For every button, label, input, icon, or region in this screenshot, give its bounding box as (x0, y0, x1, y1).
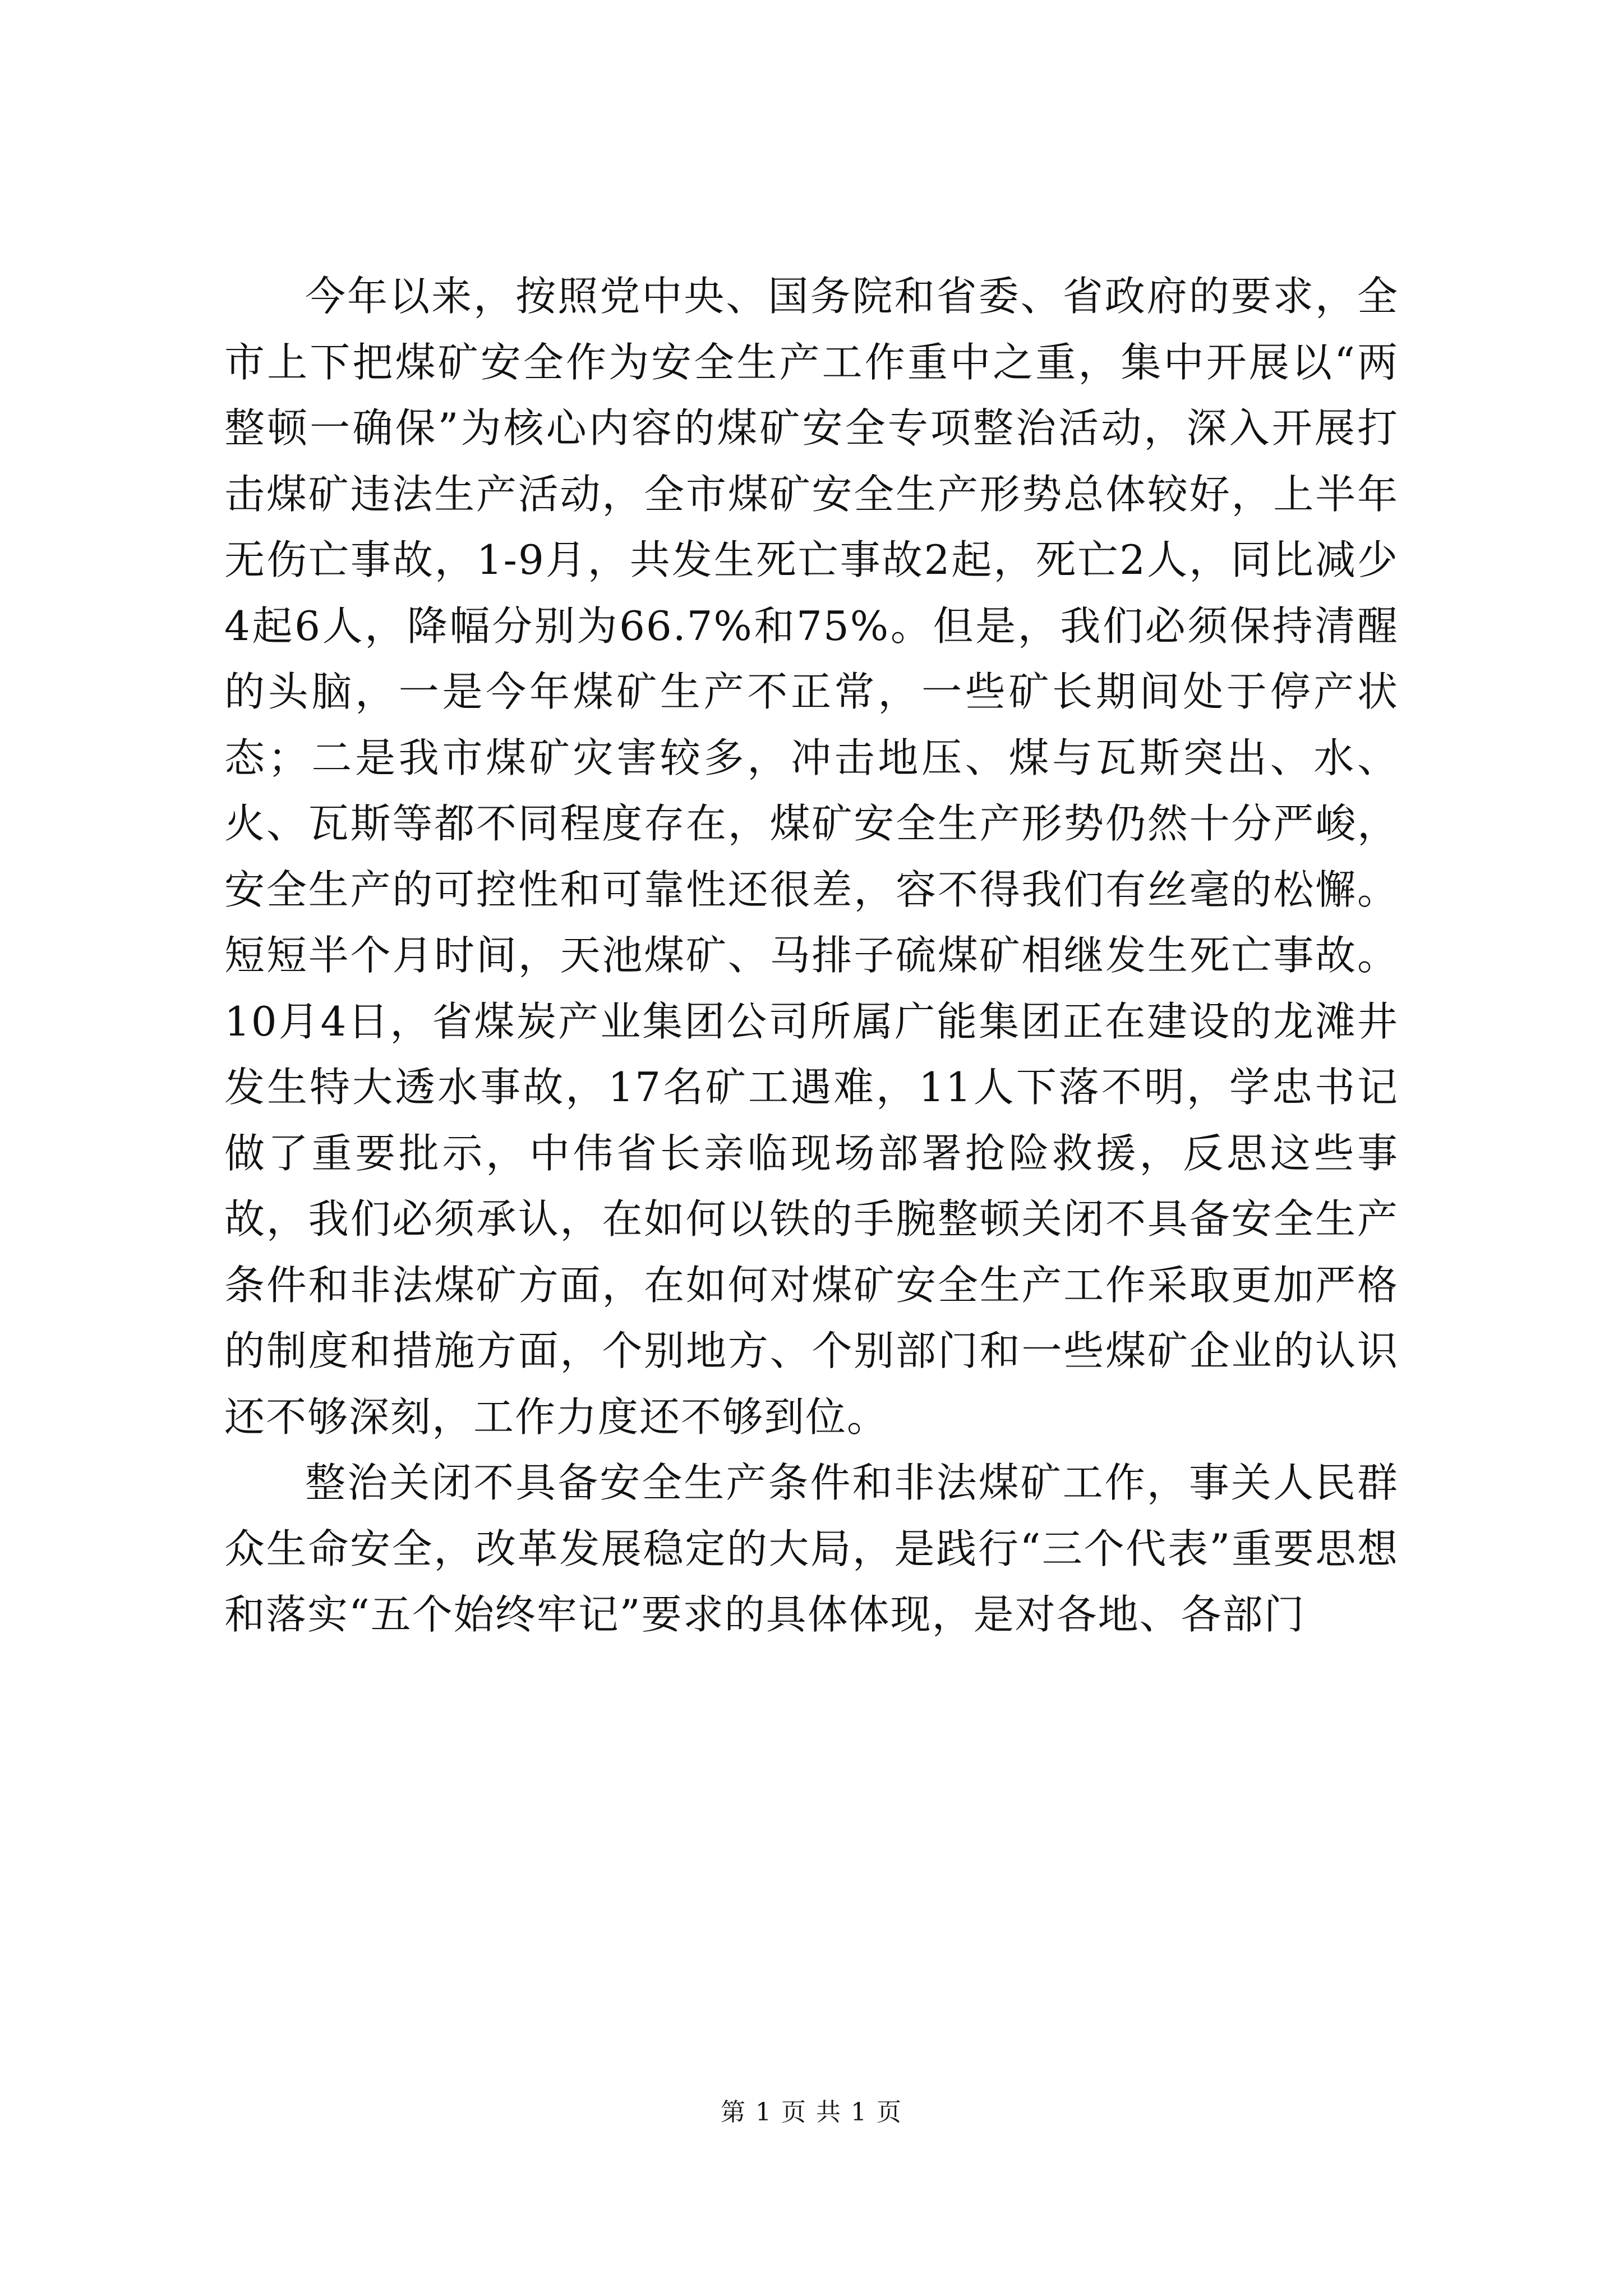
page-footer: 第 1 页 共 1 页 (721, 2098, 902, 2127)
paragraph-1: 今年以来，按照党中央、国务院和省委、省政府的要求，全市上下把煤矿安全作为安全生产工作重中之重，集中开展以“两整顿一确保”为核心内容的煤矿安全专项整治活动，深入开展打击煤矿违法生产活动，全市煤矿安全生产形势总体较好，上半年无伤亡事故，1-9月，共发生死亡事故2起，死亡2人，同比减少4起6人，降幅分别为66.7%和75%。但是，我们必须保持清醒的头脑，一是今年煤矿生产不正常，一些矿长期间处于停产状态；二是我市煤矿灾害较多，冲击地压、煤与瓦斯突出、水、火、瓦斯等都不同程度存在，煤矿安全生产形势仍然十分严峻，安全生产的可控性和可靠性还很差，容不得我们有丝毫的松懈。短短半个月时间，天池煤矿、马排子硫煤矿相继发生死亡事故。10月4日，省煤炭产业集团公司所属广能集团正在建设的龙滩井发生特大透水事故，17名矿工遇难，11人下落不明，学忠书记做了重要批示，中伟省长亲临现场部署抢险救援，反思这些事故，我们必须承认，在如何以铁的手腕整顿关闭不具备安全生产条件和非法煤矿方面，在如何对煤矿安全生产工作采取更加严格的制度和措施方面，个别地方、个别部门和一些煤矿企业的认识还不够深刻，工作力度还不够到位。 (224, 273, 1399, 1441)
paragraph-2: 整治关闭不具备安全生产条件和非法煤矿工作，事关人民群众生命安全，改革发展稳定的大局，是践行“三个代表”重要思想和落实“五个始终牢记”要求的具体体现，是对各地、各部门 (224, 1459, 1399, 1638)
document-body (224, 264, 1399, 1648)
